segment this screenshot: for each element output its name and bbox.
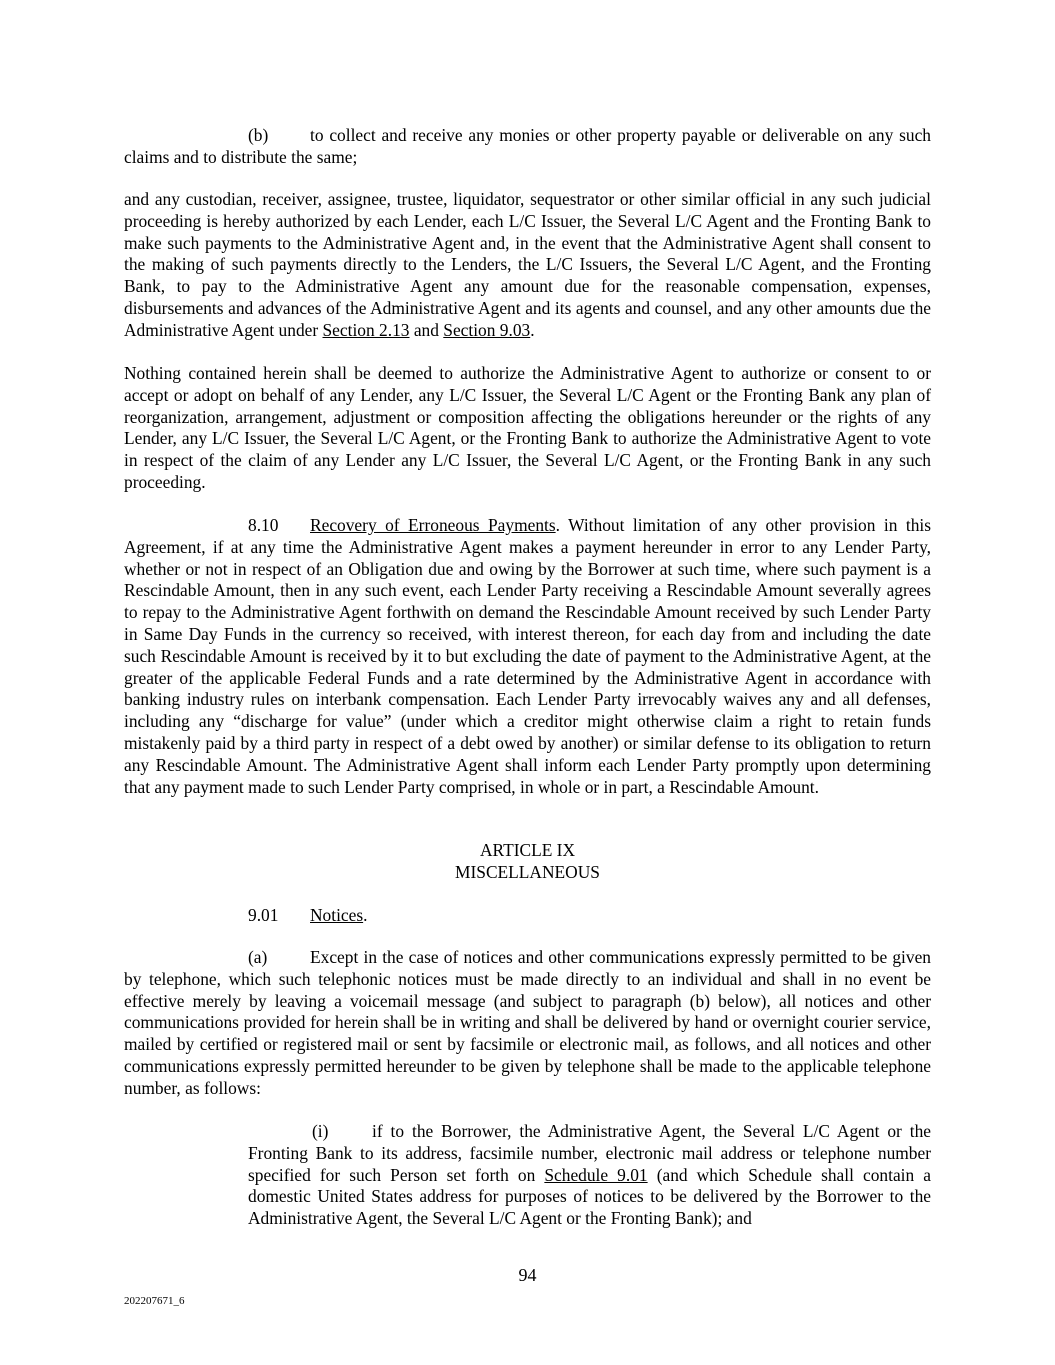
paragraph-text: Except in the case of notices and other communications expressly permitted to be given by telephone, which such telephonic notices must be made directly to an individual and shall in no event be effective merely by leaving a voicemail message (and subject to paragraph (b) below), all notices and other communications provided for herein shall be in writing and shall be delivered by hand or overnight courier service, mailed by certified or registered mail or sent by facsimile or electronic mail, as follows, and all notices and other communications expressly permitted hereunder to be given by telephone shall be made to the applicable telephone number, as follows: [124, 947, 931, 1098]
document-id: 202207671_6 [124, 1295, 185, 1307]
clause-label: (i) [312, 1121, 329, 1141]
section-2-13-link[interactable]: Section 2.13 [322, 319, 410, 340]
article-number: ARTICLE IX [479, 840, 576, 860]
paragraph-a [124, 947, 931, 1100]
paragraph-nothing-contained: Nothing contained herein shall be deemed to authorize the Administrative Agent to authorize or consent to or accept or adopt on behalf of any Lender, any L/C Issuer, the Several L/C Agent or the Fronting Bank any plan of reorganization, arrangement, adjustment or composition affecting the obligations hereunder or the rights of any Lender, any L/C Issuer, the Several L/C Agent, or the Fronting Bank to authorize the Administrative Agent to vote in respect of the claim of any Lender any L/C Issuer, the Several L/C Agent, or the Fronting Bank in any such proceeding. [124, 363, 931, 492]
paragraph-text: if to the Borrower, the Administrative Agent, the Several L/C Agent or the Fronting Bank to its address, facsimile number, electronic mail address or telephone number specified for such Person set forth on [248, 1121, 931, 1185]
paragraph-text: to collect and receive any monies or other property payable or deliverable on any such claims and to distribute the same; [124, 125, 931, 167]
section-9-01 [124, 905, 931, 927]
article-title: MISCELLANEOUS [455, 862, 600, 882]
paragraph-text: . Without limitation of any other provision in this Agreement, if at any time the Administrative Agent makes a payment hereunder in error to any Lender Party, whether or not in respect of an Obligation due and owing by the Borrower at such time, where such payment is a Rescindable Amount, then in any such event, each Lender Party receiving a Rescindable Amount severally agrees to repay to the Administrative Agent forthwith on demand the Rescindable Amount received by such Lender Party in Same Day Funds in the currency so received, with interest thereon, for each day from and including the date such Rescindable Amount is received by it to but excluding the date of payment to the Administrative Agent, at the greater of the applicable Federal Funds and a rate determined by the Administrative Agent in accordance with banking industry rules on interbank compensation. Each Lender Party irrevocably waives any and all defenses, including any “discharge for value” (under which a creditor might otherwise claim a right to retain funds mistakenly paid by a third party in respect of a debt owed by another) or similar defense to its obligation to return any Rescindable Amount. The Administrative Agent shall inform each Lender Party promptly upon determining that any payment made to such Lender Party comprised, in whole or in part, a Rescindable Amount. [124, 515, 931, 797]
section-number: 9.01 [248, 905, 279, 925]
section-heading: Recovery of Erroneous Payments [310, 515, 556, 535]
section-heading: Notices [310, 905, 364, 925]
schedule-9-01-link[interactable]: Schedule 9.01 [544, 1164, 648, 1185]
paragraph-i [248, 1121, 931, 1230]
section-number: 8.10 [248, 515, 279, 535]
paragraph-b [124, 125, 931, 169]
section-8-10 [124, 515, 931, 798]
paragraph-text: and any custodian, receiver, assignee, trustee, liquidator, sequestrator or other similar official in any such judicial proceeding is hereby authorized by each Lender, each L/C Issuer, the Several L/C Agent and the Fronting Bank to make such payments to the Administrative Agent and, in the event that the Administrative Agent shall consent to the making of such payments directly to the Lenders, the L/C Issuers, the Several L/C Agent, and the Fronting Bank, to pay to the Administrative Agent any amount due for the reasonable compensation, expenses, disbursements and advances of the Administrative Agent and its agents and counsel, and any other amounts due the Administrative Agent under [124, 189, 931, 340]
clause-label: (b) [248, 125, 269, 145]
page-number: 94 [518, 1265, 537, 1285]
paragraph-text: and [409, 319, 444, 340]
paragraph-custodian [124, 189, 931, 342]
clause-label: (a) [248, 947, 268, 967]
paragraph-text: . [530, 319, 535, 340]
paragraph-text: (and which Schedule shall contain a domestic United States address for purposes of notices to be delivered by the Borrower to the Administrative Agent, the Several L/C Agent or the Fronting Bank); and [248, 1164, 932, 1229]
section-9-03-link[interactable]: Section 9.03 [443, 319, 531, 340]
paragraph-text: . [363, 905, 368, 925]
